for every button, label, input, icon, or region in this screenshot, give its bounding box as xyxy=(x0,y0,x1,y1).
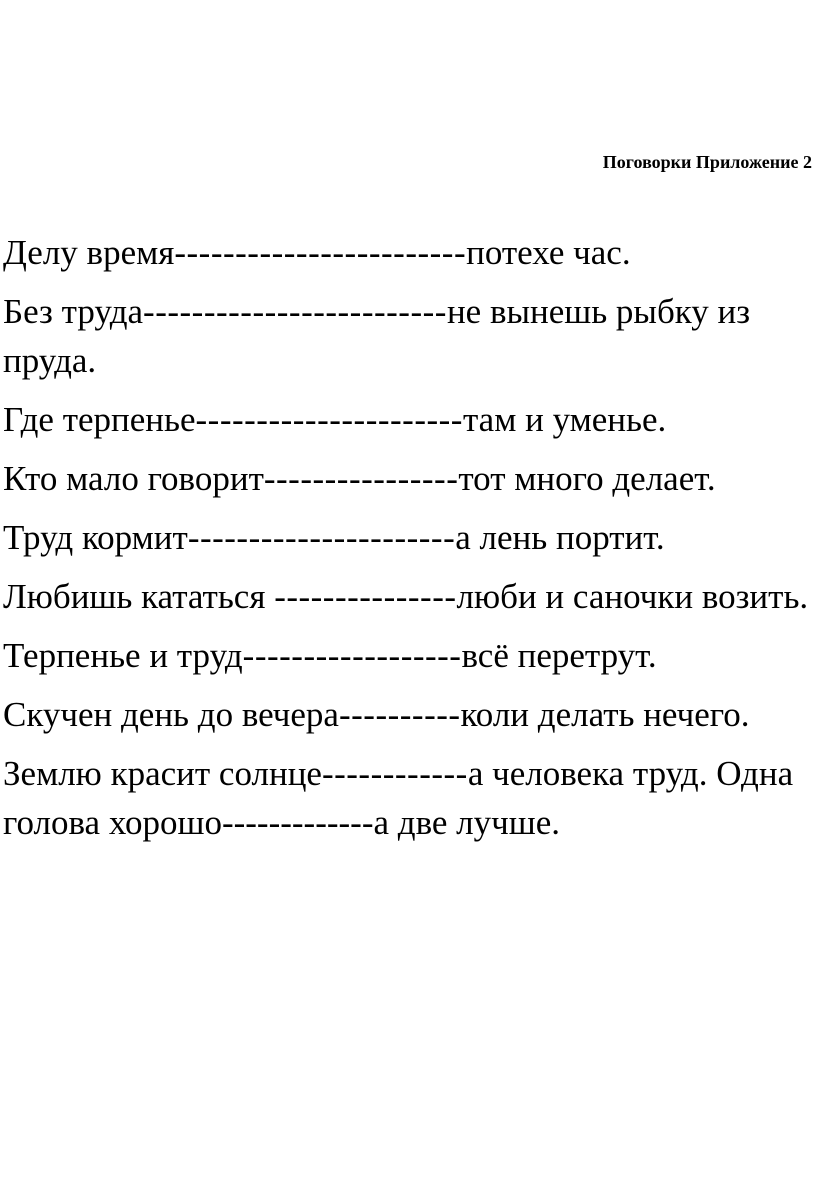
saying-end: потехе час. xyxy=(466,233,631,272)
saying-dashes: ---------------------- xyxy=(195,400,463,439)
saying-start: Землю красит солнце xyxy=(3,754,322,793)
sayings-list xyxy=(3,228,813,857)
saying-item xyxy=(3,631,813,680)
saying-start: Любишь кататься xyxy=(3,577,275,616)
saying-start: Труд кормит xyxy=(3,518,188,557)
saying-dashes: ---------------------- xyxy=(187,518,456,557)
saying-dashes: ---------- xyxy=(338,695,461,734)
saying-end: не вынешь рыбку из пруда. xyxy=(3,292,751,380)
saying-item xyxy=(3,287,813,385)
saying-dashes: ---------------- xyxy=(263,459,459,498)
saying-item xyxy=(3,454,813,503)
saying-end: а человека труд. Одна голова хорошо-------------а две лучше. xyxy=(3,754,794,842)
saying-start: Делу время xyxy=(3,233,175,272)
page-header: Поговорки Приложение 2 xyxy=(602,152,812,172)
saying-dashes: --------------- xyxy=(274,577,457,616)
saying-start: Без труда xyxy=(3,292,144,331)
saying-end: а лень портит. xyxy=(455,518,665,557)
saying-item xyxy=(3,690,813,739)
saying-item xyxy=(3,228,813,277)
saying-end: тот много делает. xyxy=(458,459,716,498)
saying-start: Где терпенье xyxy=(3,400,196,439)
saying-end: коли делать нечего. xyxy=(460,695,750,734)
saying-dashes: ------------------------ xyxy=(174,233,467,272)
saying-item xyxy=(3,572,813,621)
saying-start: Терпенье и труд xyxy=(3,636,243,675)
saying-item xyxy=(3,513,813,562)
saying-end: люби и саночки возить. xyxy=(456,577,809,616)
saying-end: там и уменье. xyxy=(462,400,667,439)
saying-start: Кто мало говорит xyxy=(3,459,264,498)
saying-item xyxy=(3,749,813,847)
saying-end: всё перетрут. xyxy=(461,636,657,675)
saying-dashes: ------------------ xyxy=(242,636,462,675)
saying-start: Скучен день до вечера xyxy=(3,695,339,734)
saying-dashes: ------------ xyxy=(321,754,468,793)
saying-item xyxy=(3,395,813,444)
saying-dashes: ------------------------- xyxy=(143,292,447,331)
